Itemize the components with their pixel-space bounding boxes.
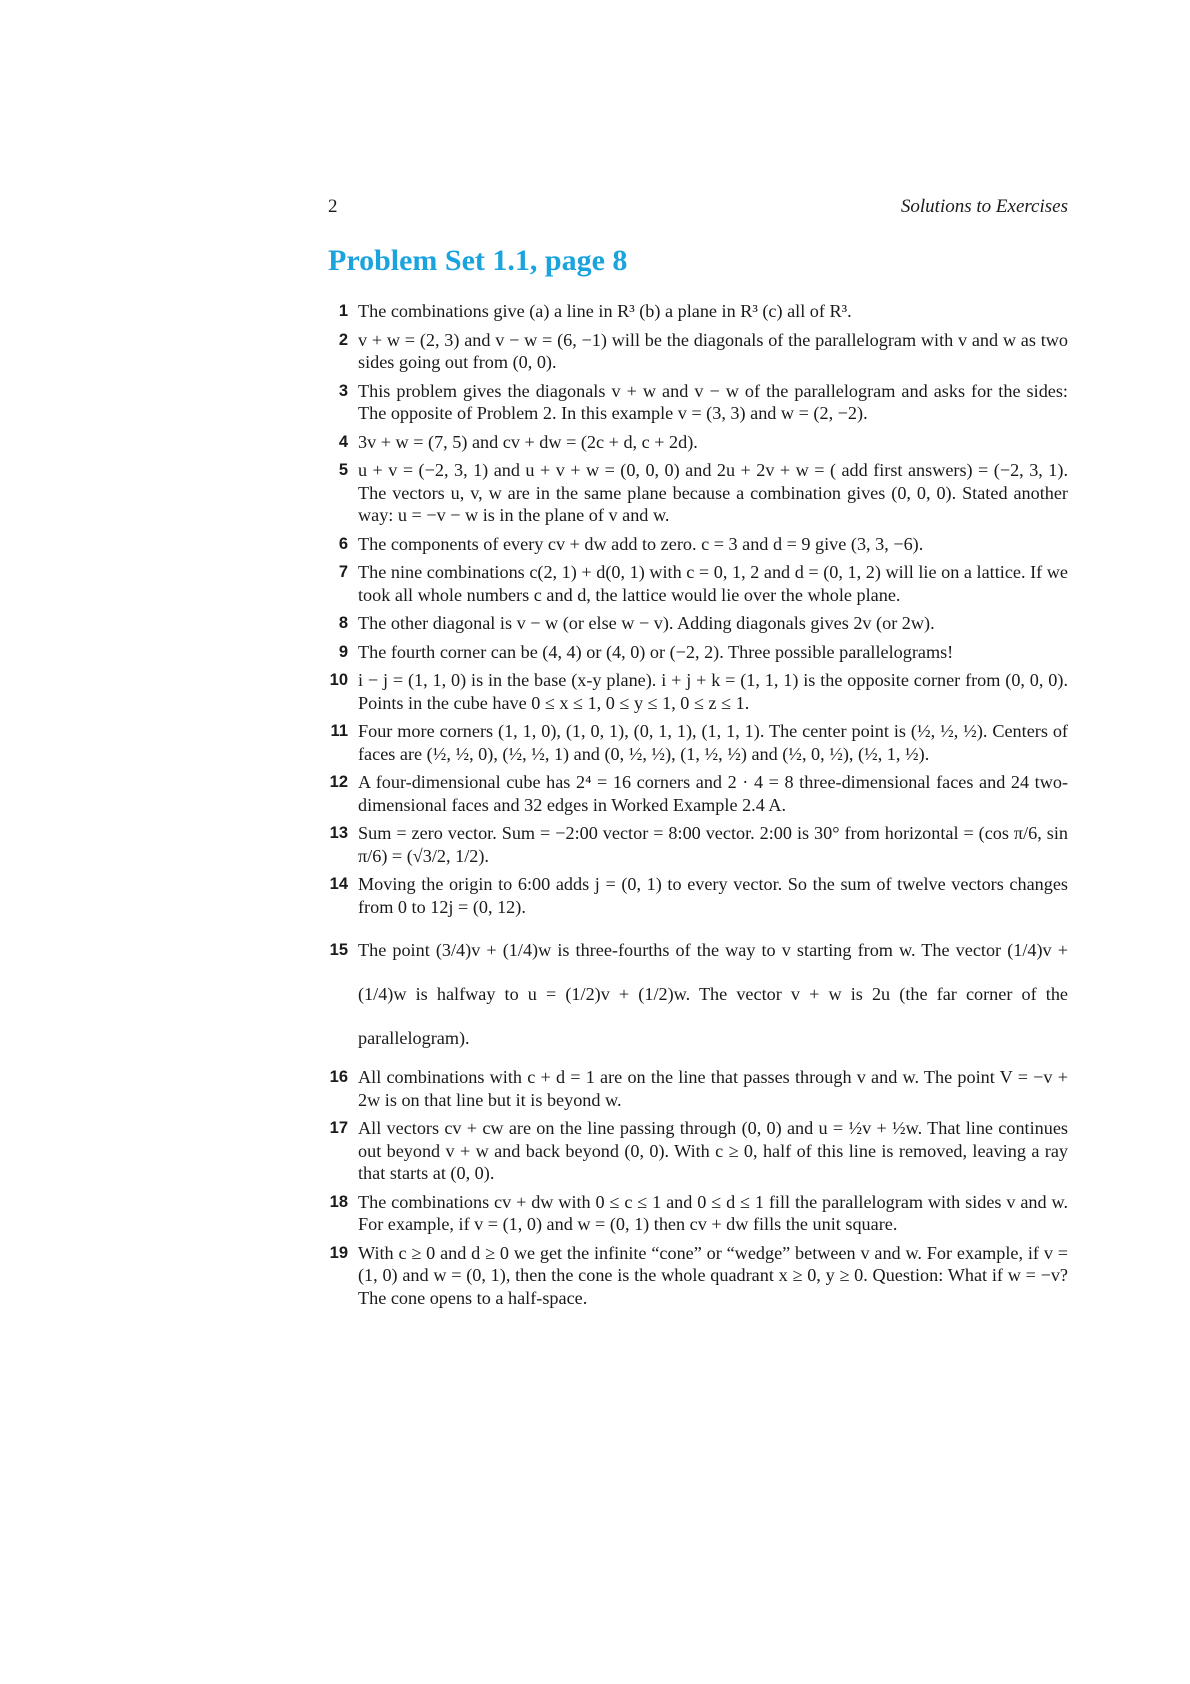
problem-text: The combinations give (a) a line in R³ (b) a plane in R³ (c) all of R³.	[358, 301, 852, 321]
page-number: 2	[328, 196, 338, 217]
problem-item	[328, 300, 1068, 323]
problem-text: u + v = (−2, 3, 1) and u + v + w = (0, 0, 0) and 2u + 2v + w = ( add first answers) = (−2, 3, 1). The vectors u, v, w are in the same plane because a combination gives (0, 0, 0). Stated another way: u = −v − w is in the plane of v and w.	[358, 460, 1068, 525]
problem-text: The combinations cv + dw with 0 ≤ c ≤ 1 and 0 ≤ d ≤ 1 fill the parallelogram with sides v and w. For example, if v = (1, 0) and w = (0, 1) then cv + dw fills the unit square.	[358, 1191, 1068, 1234]
problem-number: 11	[330, 722, 348, 740]
problem-text: i − j = (1, 1, 0) is in the base (x-y plane). i + j + k = (1, 1, 1) is the opposite corner from (0, 0, 0). Points in the cube have 0 ≤ x ≤ 1, 0 ≤ y ≤ 1, 0 ≤ z ≤ 1.	[358, 670, 1068, 713]
problem-number: 19	[329, 1243, 348, 1262]
problem-text: The other diagonal is v − w (or else w − v). Adding diagonals gives 2v (or 2w).	[358, 613, 935, 633]
problem-text: Four more corners (1, 1, 0), (1, 0, 1), (0, 1, 1), (1, 1, 1). The center point is (½, ½, ½). Centers of faces are (½, ½, 0), (½, ½, 1) and (0, ½, ½), (1, ½, ½) and (½, 0, ½), (½, 1, ½).	[358, 721, 1068, 764]
problem-item	[328, 533, 1068, 556]
problem-item	[328, 669, 1068, 714]
problem-text: v + w = (2, 3) and v − w = (6, −1) will be the diagonals of the parallelogram with v and w as two sides going out from (0, 0).	[358, 329, 1068, 372]
problem-number: 1	[338, 302, 348, 320]
problem-item	[328, 771, 1068, 816]
problem-number: 13	[329, 824, 348, 842]
problem-item	[328, 641, 1068, 664]
problem-number: 9	[338, 642, 348, 661]
problem-text: Moving the origin to 6:00 adds j = (0, 1) to every vector. So the sum of twelve vectors changes from 0 to 12j = (0, 12).	[358, 874, 1068, 917]
problem-item	[328, 822, 1068, 867]
problem-number: 6	[338, 534, 348, 553]
problem-text: A four-dimensional cube has 2⁴ = 16 corners and 2 · 4 = 8 three-dimensional faces and 24 two-dimensional faces and 32 edges in Worked Example 2.4 A.	[358, 772, 1068, 815]
running-header	[328, 196, 1068, 222]
problem-number: 4	[338, 432, 348, 451]
problem-text: The point (3/4)v + (1/4)w is three-fourths of the way to v starting from w. The vector (1/4)v + (1/4)w is halfway to u = (1/2)v + (1/2)w. The vector v + w is 2u (the far corner of the parallelogram).	[358, 940, 1068, 1048]
problem-text: All combinations with c + d = 1 are on the line that passes through v and w. The point V = −v + 2w is on that line but it is beyond w.	[358, 1067, 1068, 1110]
problem-text: The fourth corner can be (4, 4) or (4, 0) or (−2, 2). Three possible parallelograms!	[358, 641, 954, 662]
problem-number: 5	[338, 461, 348, 479]
problem-number: 16	[329, 1068, 348, 1086]
problem-number: 12	[329, 773, 348, 791]
section-title: Problem Set 1.1, page 8	[328, 244, 628, 277]
problem-item	[328, 459, 1068, 527]
problem-number: 10	[329, 671, 348, 689]
problem-text: With c ≥ 0 and d ≥ 0 we get the infinite “cone” or “wedge” between v and w. For example, if v = (1, 0) and w = (0, 1), then the cone is the whole quadrant x ≥ 0, y ≥ 0. Question: What if w = −v? The cone opens to a half-space.	[358, 1242, 1068, 1308]
problem-item	[328, 1191, 1068, 1236]
problem-number: 15	[329, 941, 348, 959]
problem-item	[328, 380, 1068, 425]
problem-number: 3	[338, 381, 348, 400]
problem-item	[328, 612, 1068, 635]
problem-number: 14	[329, 875, 348, 893]
problem-number: 17	[329, 1119, 348, 1137]
book-title: Solutions to Exercises	[900, 196, 1068, 217]
problem-text: The nine combinations c(2, 1) + d(0, 1) with c = 0, 1, 2 and d = (0, 1, 2) will lie on a lattice. If we took all whole numbers c and d, the lattice would lie over the whole plane.	[358, 562, 1068, 605]
problem-item	[328, 561, 1068, 606]
problem-text: The components of every cv + dw add to zero. c = 3 and d = 9 give (3, 3, −6).	[358, 533, 924, 554]
problem-number: 18	[329, 1192, 348, 1211]
problem-item	[328, 1242, 1068, 1310]
problem-text: This problem gives the diagonals v + w and v − w of the parallelogram and asks for the sides: The opposite of Problem 2. In this example v = (3, 3) and w = (2, −2).	[358, 380, 1068, 423]
problem-item	[328, 873, 1068, 918]
problem-text: Sum = zero vector. Sum = −2:00 vector = 8:00 vector. 2:00 is 30° from horizontal = (cos π/6, sin π/6) = (√3/2, 1/2).	[358, 823, 1068, 866]
problem-item	[328, 1066, 1068, 1111]
problem-number: 8	[338, 614, 348, 632]
problem-number: 7	[338, 563, 348, 581]
problem-item	[328, 1117, 1068, 1185]
problem-item	[328, 928, 1068, 1060]
problem-number: 2	[338, 330, 348, 349]
problem-text: 3v + w = (7, 5) and cv + dw = (2c + d, c + 2d).	[358, 431, 698, 452]
problem-item	[328, 431, 1068, 454]
problem-item	[328, 329, 1068, 374]
problem-text: All vectors cv + cw are on the line passing through (0, 0) and u = ½v + ½w. That line continues out beyond v + w and back beyond (0, 0). With c ≥ 0, half of this line is removed, leaving a ray that starts at (0, 0).	[358, 1118, 1068, 1183]
problem-item	[328, 720, 1068, 765]
problem-list	[328, 300, 1068, 1315]
